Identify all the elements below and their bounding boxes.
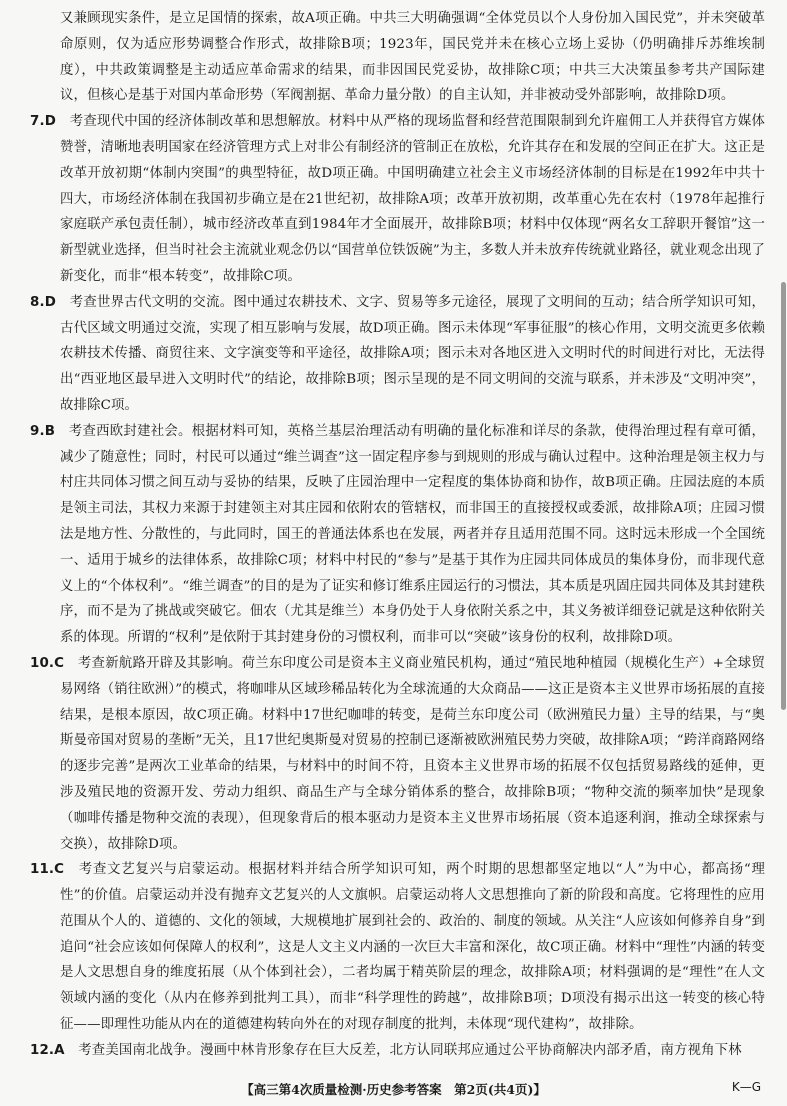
answer-11 [30, 857, 765, 1038]
answer-12 [30, 1038, 765, 1064]
answer-6-continuation [30, 6, 765, 109]
answer-number: 9.B [30, 423, 56, 439]
answer-number: 11.C [30, 862, 65, 878]
answer-content [30, 6, 765, 1064]
answer-number: 12.A [30, 1042, 65, 1058]
answer-number: 7.D [30, 114, 56, 130]
paragraph-text: 考查文艺复兴与启蒙运动。根据材料并结合所学知识可知，两个时期的思想都坚定地以“人”为中心，都高扬“理性”的价值。启蒙运动并没有抛弃文艺复兴的人文旗帜。启蒙运动将人文思想推向了新的阶段和高度。它将理性的应用范围从个人的、道德的、文化的领域，大规模地扩展到社会的、政治的、制度的领域。从关注“人应该如何修养自身”到追问“社会应该如何保障人的权利”，这是人文主义内涵的一次巨大丰富和深化，故C项正确。材料中“理性”内涵的转变是人文思想自身的维度拓展（从个体到社会），二者均属于精英阶层的理念，故排除A项；材料强调的是“理性”在人文领域内涵的变化（从内在修养到批判工具），而非“科学理性的跨越”，故排除B项；D项没有揭示出这一转变的核心特征——即理性功能从内在的道德建构转向外在的对现存制度的批判，未体现“现代建构”，故排除。 [60, 862, 765, 1033]
paragraph-text: 考查美国南北战争。漫画中林肯形象存在巨大反差，北方认同联邦应通过公平协商解决内部矛盾，南方视角下林 [78, 1042, 742, 1058]
answer-number: 10.C [30, 655, 65, 671]
footer-title: 【高三第4次质量检测·历史参考答案 第2页(共4页)】 [241, 1082, 546, 1097]
footer-code: K—G [731, 1080, 761, 1094]
answer-7 [30, 109, 765, 290]
answer-10 [30, 651, 765, 857]
page-footer [0, 1076, 787, 1100]
scrollbar-thumb[interactable] [781, 282, 786, 710]
paragraph-text: 又兼顾现实条件，是立足国情的探索，故A项正确。中共三大明确强调“全体党员以个人身份加入国民党”，并未突破革命原则，仅为适应形势调整合作形式，故排除B项；1923年，国民党并未在核心立场上妥协（仍明确排斥苏维埃制度），中共政策调整是主动适应革命需求的结果，而非因国民党妥协，故排除C项；中共三大决策虽参考共产国际建议，但核心是基于对国内革命形势（军阀割据、革命力量分散）的自主认知，并非被动受外部影响，故排除D项。 [60, 11, 765, 104]
answer-9 [30, 419, 765, 651]
paragraph-text: 考查现代中国的经济体制改革和思想解放。材料中从严格的现场监督和经营范围限制到允许雇佣工人并获得官方媒体赞誉，清晰地表明国家在经济管理方式上对非公有制经济的管制正在放松，允许其存在和发展的空间正在扩大。这正是改革开放初期“体制内突围”的典型特征，故D项正确。中国明确建立社会主义市场经济体制的目标是在1992年中共十四大，市场经济体制在我国初步确立是在21世纪初，故排除A项；改革开放初期，改革重心先在农村（1978年起推行家庭联产承包责任制），城市经济改革直到1984年才全面展开，故排除B项；材料中仅体现“两名女工辞职开餐馆”这一新型就业选择，但当时社会主流就业观念仍以“国营单位铁饭碗”为主，多数人并未放弃传统就业路径，就业观念出现了新变化，而非“根本转变”，故排除C项。 [60, 114, 765, 284]
paragraph-text: 考查西欧封建社会。根据材料可知，英格兰基层治理活动有明确的量化标准和详尽的条款，使得治理过程有章可循，减少了随意性；同时，村民可以通过“维兰调查”这一固定程序参与到规则的形成与确认过程中。这种治理是领主权力与村庄共同体习惯之间互动与妥协的结果，反映了庄园治理中一定程度的集体协商和协作，故B项正确。庄园法庭的本质是领主司法，其权力来源于封建领主对其庄园和依附农的管辖权，而非国王的直接授权或委派，故排除A项；庄园习惯法是地方性、分散性的，与此同时，国王的普通法体系也在发展，两者并存且适用范围不同。这时远未形成一个全国统一、适用于城乡的法律体系，故排除C项；材料中村民的“参与”是基于其作为庄园共同体成员的集体身份，而非现代意义上的“个体权利”。“维兰调查”的目的是为了证实和修订维系庄园运行的习惯法，其本质是巩固庄园共同体及其封建秩序，而不是为了挑战或突破它。佃农（尤其是维兰）本身仍处于人身依附关系之中，其义务被详细登记就是这种依附关系的体现。所谓的“权利”是依附于其封建身份的习惯权利，而非可以“突破”该身份的权利，故排除D项。 [60, 423, 766, 646]
paragraph-text: 考查世界古代文明的交流。图中通过农耕技术、文字、贸易等多元途径，展现了文明间的互动；结合所学知识可知，古代区域文明通过交流，实现了相互影响与发展，故D项正确。图示未体现“军事征服”的核心作用，文明交流更多依赖农耕技术传播、商贸往来、文字演变等和平途径，故排除A项；图示未对各地区进入文明时代的时间进行对比，无法得出“西亚地区最早进入文明时代”的结论，故排除B项；图示呈现的是不同文明间的交流与联系，并未涉及“文明冲突”，故排除C项。 [60, 294, 765, 413]
paragraph-text: 考查新航路开辟及其影响。荷兰东印度公司是资本主义商业殖民机构，通过“殖民地种植园（规模化生产）+全球贸易网络（销往欧洲）”的模式，将咖啡从区域珍稀品转化为全球流通的大众商品——这正是资本主义世界市场拓展的直接结果，是根本原因，故C项正确。材料中17世纪咖啡的转变，是荷兰东印度公司（欧洲殖民力量）主导的结果，与“奥斯曼帝国对贸易的垄断”无关，且17世纪奥斯曼对贸易的控制已逐渐被欧洲殖民势力突破，故排除A项；“跨洋商路网络的逐步完善”是两次工业革命的结果，与材料中的时间不符，且资本主义世界市场的拓展不仅包括贸易路线的延伸，更涉及殖民地的资源开发、劳动力组织、商品生产与全球分销体系的整合，故排除B项；“物种交流的频率加快”是现象（咖啡传播是物种交流的表现），但现象背后的根本驱动力是资本主义世界市场拓展（资本追逐利润，推动全球探索与交换），故排除D项。 [60, 655, 765, 852]
answer-8 [30, 290, 765, 419]
answer-number: 8.D [30, 294, 56, 310]
